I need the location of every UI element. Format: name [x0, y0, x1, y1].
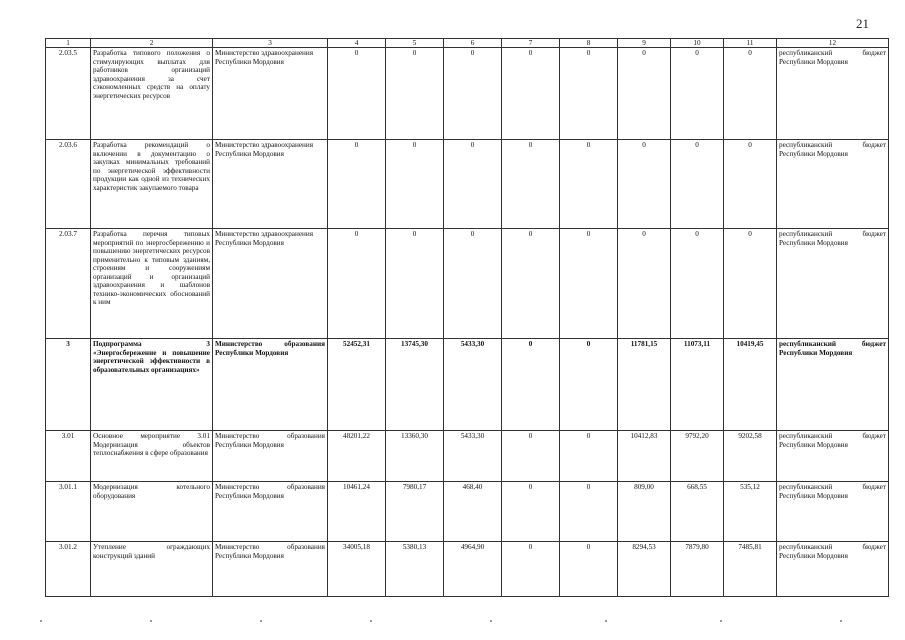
budget-table	[45, 38, 889, 597]
row-name: Разработка типового положения о стимулирующих выплатах для работников организаций здравоохранения за счет сэкономленных средств на оплату энергетических ресурсов	[91, 48, 213, 140]
row-executor: Министерство образования Республики Мордовия	[213, 339, 328, 431]
row-value: 8294,53	[618, 542, 671, 597]
column-header: 7	[502, 39, 560, 48]
row-executor: Министерство здравоохранения Республики Мордовия	[213, 140, 328, 229]
row-name: Разработка рекомендаций о включении в документацию о закупках минимальных требований по энергетической эффективности продукции как одной из технических характеристик закупаемого товара	[91, 140, 213, 229]
row-value: 0	[560, 542, 618, 597]
row-source: республиканский бюджет Республики Мордовия	[777, 48, 889, 140]
row-value: 9202,58	[724, 431, 777, 482]
row-value: 0	[724, 140, 777, 229]
row-value: 34005,18	[328, 542, 386, 597]
row-value: 0	[444, 229, 502, 339]
row-value: 0	[671, 229, 724, 339]
row-name: Модернизация котельного оборудования	[91, 482, 213, 542]
row-executor: Министерство здравоохранения Республики Мордовия	[213, 229, 328, 339]
row-value: 0	[560, 48, 618, 140]
row-value: 5433,30	[444, 431, 502, 482]
table-row	[46, 140, 889, 229]
row-value: 5433,30	[444, 339, 502, 431]
row-value: 0	[502, 431, 560, 482]
row-code: 2.03.5	[46, 48, 91, 140]
column-header: 11	[724, 39, 777, 48]
row-code: 3	[46, 339, 91, 431]
column-header: 8	[560, 39, 618, 48]
row-source: республиканский бюджет Республики Мордовия	[777, 140, 889, 229]
row-value: 0	[502, 229, 560, 339]
row-value: 5380,13	[386, 542, 444, 597]
row-source: республиканский бюджет Республики Мордовия	[777, 431, 889, 482]
row-value: 0	[386, 140, 444, 229]
row-value: 13360,30	[386, 431, 444, 482]
row-value: 0	[502, 339, 560, 431]
row-executor: Министерство здравоохранения Республики Мордовия	[213, 48, 328, 140]
row-value: 0	[724, 229, 777, 339]
row-value: 48201,22	[328, 431, 386, 482]
row-value: 0	[386, 229, 444, 339]
row-value: 9792,20	[671, 431, 724, 482]
row-value: 0	[444, 48, 502, 140]
row-value: 0	[328, 229, 386, 339]
column-header: 12	[777, 39, 889, 48]
row-executor: Министерство образования Республики Мордовия	[213, 482, 328, 542]
row-executor: Министерство образования Республики Мордовия	[213, 542, 328, 597]
row-value: 7485,81	[724, 542, 777, 597]
row-value: 13745,30	[386, 339, 444, 431]
row-value: 0	[560, 229, 618, 339]
row-value: 0	[502, 482, 560, 542]
row-value: 0	[618, 229, 671, 339]
row-value: 0	[724, 48, 777, 140]
table-row	[46, 431, 889, 482]
row-name: Утепление ограждающих конструкций зданий	[91, 542, 213, 597]
column-header: 10	[671, 39, 724, 48]
table-row	[46, 229, 889, 339]
row-value: 0	[502, 48, 560, 140]
row-value: 0	[618, 48, 671, 140]
row-value: 0	[618, 140, 671, 229]
row-value: 0	[560, 431, 618, 482]
table-row	[46, 482, 889, 542]
row-value: 468,40	[444, 482, 502, 542]
row-code: 2.03.6	[46, 140, 91, 229]
row-code: 2.03.7	[46, 229, 91, 339]
scan-artifacts	[40, 620, 865, 628]
row-code: 3.01.1	[46, 482, 91, 542]
row-value: 0	[671, 48, 724, 140]
row-value: 0	[671, 140, 724, 229]
table-row	[46, 542, 889, 597]
header-row	[46, 39, 889, 48]
row-value: 0	[328, 140, 386, 229]
row-value: 10412,83	[618, 431, 671, 482]
row-value: 11073,11	[671, 339, 724, 431]
row-value: 0	[502, 542, 560, 597]
row-value: 10419,45	[724, 339, 777, 431]
column-header: 5	[386, 39, 444, 48]
row-value: 0	[560, 482, 618, 542]
row-name: Основное мероприятие 3.01 Модернизация объектов теплоснабжения в сфере образования	[91, 431, 213, 482]
column-header: 9	[618, 39, 671, 48]
column-header: 4	[328, 39, 386, 48]
column-header: 1	[46, 39, 91, 48]
row-value: 668,55	[671, 482, 724, 542]
row-value: 0	[328, 48, 386, 140]
row-value: 0	[560, 339, 618, 431]
row-value: 809,00	[618, 482, 671, 542]
row-name: Разработка перечня типовых мероприятий по энергосбережению и повышению энергетических ресурсов применительно к типовым зданиям, строениям и сооружениям организаций и организаций здравоохранения и шаблонов технико-экономических обоснований к ним	[91, 229, 213, 339]
row-value: 535,12	[724, 482, 777, 542]
row-value: 7980,17	[386, 482, 444, 542]
column-header: 3	[213, 39, 328, 48]
table-row	[46, 339, 889, 431]
column-header: 6	[444, 39, 502, 48]
row-source: республиканский бюджет Республики Мордовия	[777, 482, 889, 542]
row-value: 11781,15	[618, 339, 671, 431]
row-value: 0	[444, 140, 502, 229]
row-value: 10461,24	[328, 482, 386, 542]
row-value: 0	[560, 140, 618, 229]
row-code: 3.01	[46, 431, 91, 482]
column-header: 2	[91, 39, 213, 48]
row-value: 52452,31	[328, 339, 386, 431]
page-number: 21	[856, 16, 869, 31]
row-source: республиканский бюджет Республики Мордовия	[777, 339, 889, 431]
row-code: 3.01.2	[46, 542, 91, 597]
row-value: 7879,80	[671, 542, 724, 597]
table-row	[46, 48, 889, 140]
row-value: 0	[386, 48, 444, 140]
row-executor: Министерство образования Республики Мордовия	[213, 431, 328, 482]
row-source: республиканский бюджет Республики Мордовия	[777, 229, 889, 339]
row-name: Подпрограмма 3 «Энергосбережение и повышение энергетической эффективности в образовательных организациях»	[91, 339, 213, 431]
row-value: 4964,90	[444, 542, 502, 597]
row-source: республиканский бюджет Республики Мордовия	[777, 542, 889, 597]
row-value: 0	[502, 140, 560, 229]
